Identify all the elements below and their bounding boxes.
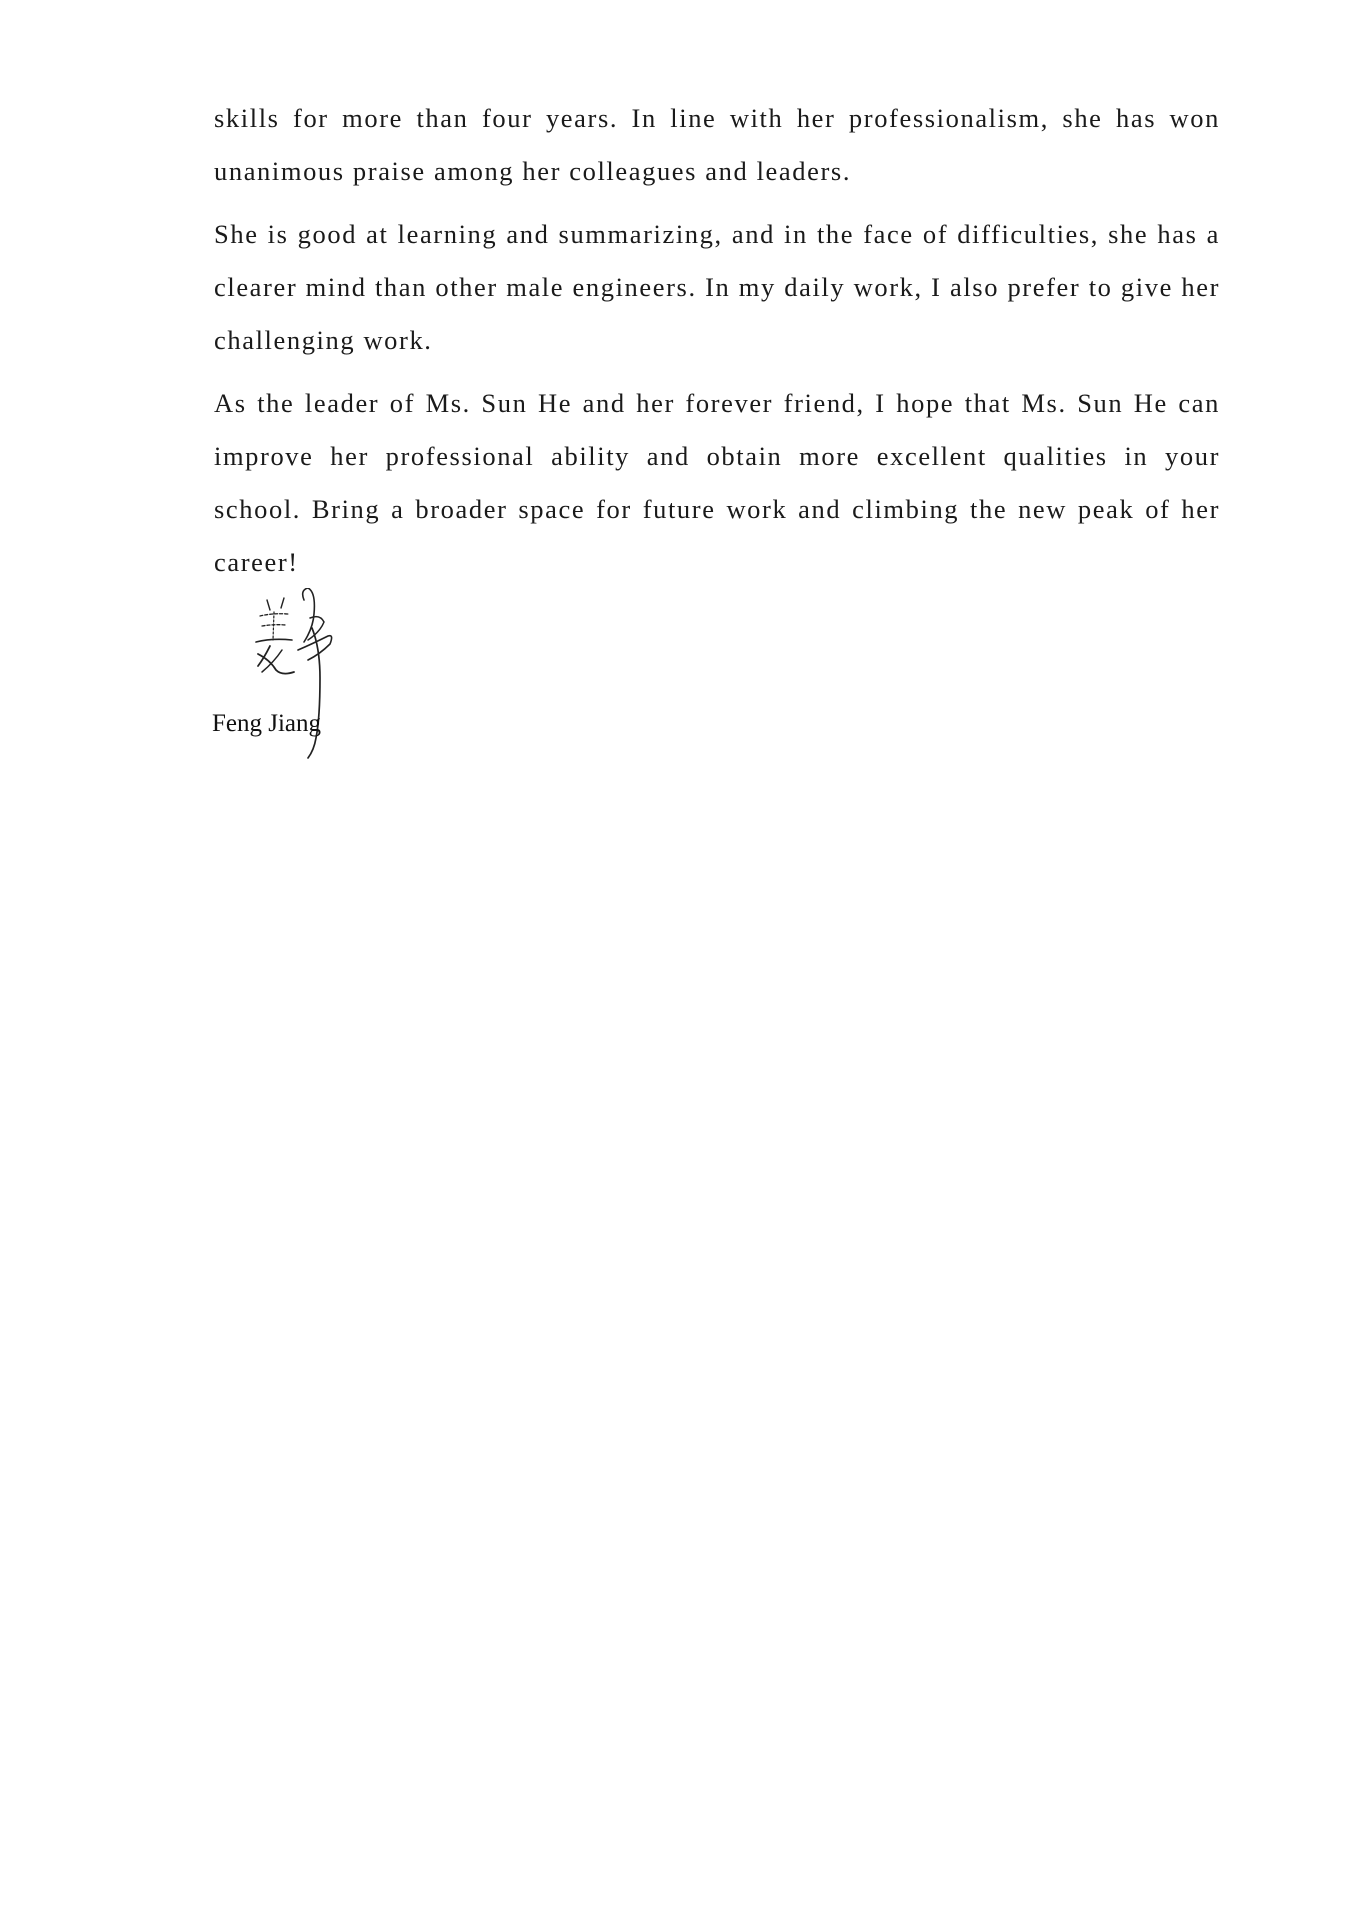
signer-name: Feng Jiang bbox=[212, 710, 322, 737]
signature-block bbox=[212, 588, 372, 768]
paragraph-1: skills for more than four years. In line with her professionalism, she has won unanimous praise among her colleagues and leaders. bbox=[214, 103, 1220, 186]
handwritten-signature bbox=[212, 588, 372, 768]
letter-body bbox=[214, 92, 1220, 599]
paragraph-2: She is good at learning and summarizing, and in the face of difficulties, she has a clearer mind than other male engineers. In my daily work, I also prefer to give her challenging work. bbox=[214, 219, 1220, 355]
paragraph-3: As the leader of Ms. Sun He and her forever friend, I hope that Ms. Sun He can improve her professional ability and obtain more excellent qualities in your school. Bring a broader space for future work and climbing the new peak of her career! bbox=[214, 388, 1220, 577]
